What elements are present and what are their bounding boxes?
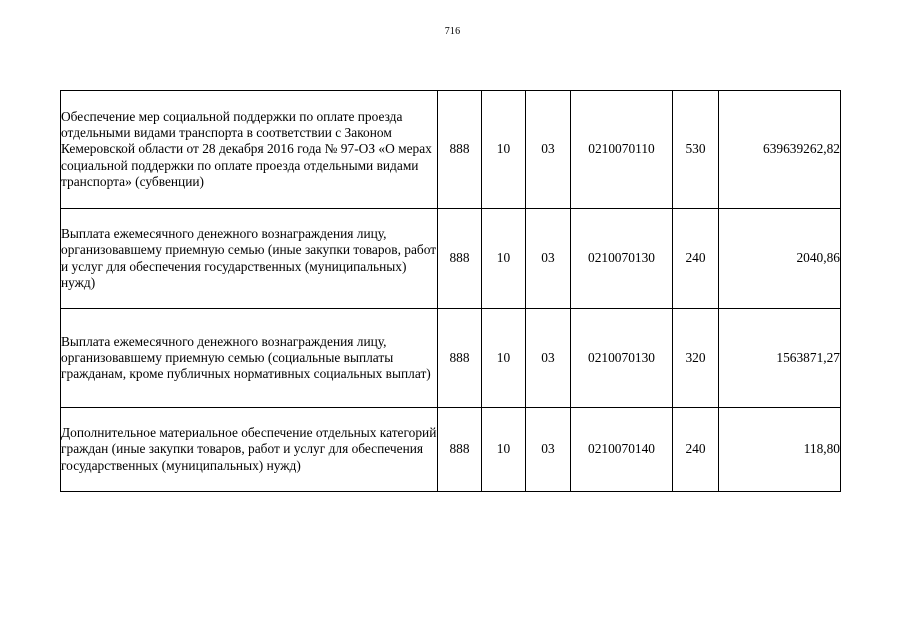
row-description: Дополнительное материальное обеспечение отдельных категорий граждан (иные закупки товаров, работ и услуг для обеспечения государственных (муниципальных) нужд) (61, 408, 438, 492)
amount-value: 118,80 (719, 408, 841, 492)
table-row (61, 91, 841, 209)
expense-type-code: 320 (673, 309, 719, 408)
ministry-code: 888 (438, 91, 482, 209)
page-number: 716 (444, 26, 461, 37)
table-row (61, 408, 841, 492)
section-code: 10 (482, 209, 526, 309)
section-code: 10 (482, 408, 526, 492)
target-article-code: 0210070140 (571, 408, 673, 492)
ministry-code: 888 (438, 209, 482, 309)
amount-value: 639639262,82 (719, 91, 841, 209)
table-row (61, 309, 841, 408)
budget-table (60, 90, 841, 492)
target-article-code: 0210070130 (571, 309, 673, 408)
row-description: Обеспечение мер социальной поддержки по оплате проезда отдельными видами транспорта в соответствии с Законом Кемеровской области от 28 декабря 2016 года № 97-ОЗ «О мерах социальной поддержки по оплате проезда отдельными видами транспорта» (субвенции) (61, 91, 438, 209)
row-description: Выплата ежемесячного денежного вознаграждения лицу, организовавшему приемную семью (социальные выплаты гражданам, кроме публичных нормативных социальных выплат) (61, 309, 438, 408)
subsection-code: 03 (526, 309, 571, 408)
ministry-code: 888 (438, 309, 482, 408)
target-article-code: 0210070110 (571, 91, 673, 209)
amount-value: 1563871,27 (719, 309, 841, 408)
row-description: Выплата ежемесячного денежного вознаграждения лицу, организовавшему приемную семью (иные закупки товаров, работ и услуг для обеспечения государственных (муниципальных) нужд) (61, 209, 438, 309)
table-row (61, 209, 841, 309)
expense-type-code: 530 (673, 91, 719, 209)
section-code: 10 (482, 91, 526, 209)
expense-type-code: 240 (673, 209, 719, 309)
subsection-code: 03 (526, 209, 571, 309)
expense-type-code: 240 (673, 408, 719, 492)
amount-value: 2040,86 (719, 209, 841, 309)
subsection-code: 03 (526, 408, 571, 492)
subsection-code: 03 (526, 91, 571, 209)
section-code: 10 (482, 309, 526, 408)
ministry-code: 888 (438, 408, 482, 492)
target-article-code: 0210070130 (571, 209, 673, 309)
